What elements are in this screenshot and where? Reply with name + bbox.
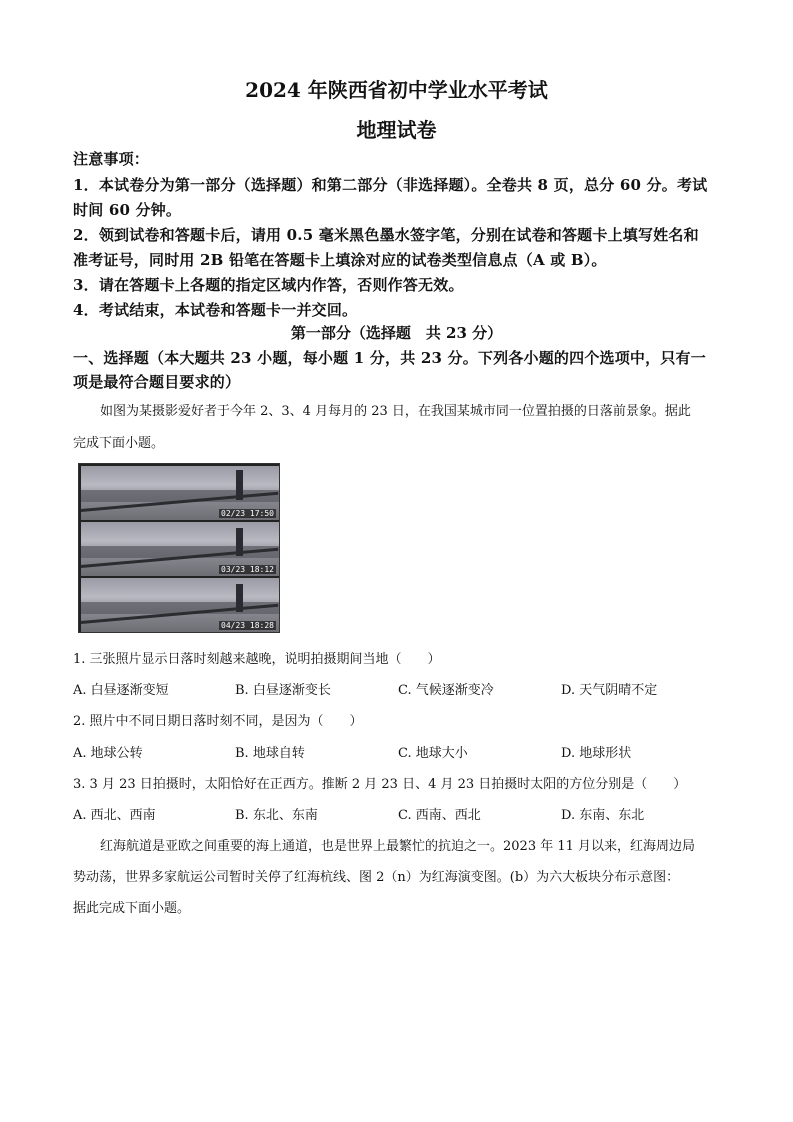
passage2-text: 红海航道是亚欧之间重要的海上通道，也是世界上最繁忙的抗迫之一。2023 年 11 月以来，红海周边局 (100, 839, 696, 854)
section-instructions-cont: 项是最符合题目要求的） (73, 373, 241, 391)
question-1-stem: 1. 三张照片显示日落时刻越来越晚，说明拍摄期间当地（ ） (73, 652, 441, 667)
notice-item-2: 2．领到试卷和答题卡后，请用 0.5 毫米黑色墨水签字笔，分别在试卷和答题卡上填写姓名和 (73, 226, 699, 244)
passage1-text: 如图为某摄影爱好者于今年 2、3、4 月每月的 23 日，在我国某城市同一位置拍摄的日落前景象。据此 (100, 404, 691, 419)
option-d[interactable]: D. 东南、东北 (561, 808, 645, 823)
option-a[interactable]: A. 地球公转 (73, 746, 143, 761)
exam-subtitle: 地理试卷 (356, 118, 437, 142)
question-2-stem: 2. 照片中不同日期日落时刻不同，是因为（ ） (73, 714, 363, 729)
option-c[interactable]: C. 气候逐渐变冷 (398, 683, 494, 698)
option-b[interactable]: B. 东北、东南 (235, 808, 318, 823)
option-c[interactable]: C. 西南、西北 (398, 808, 481, 823)
notice-item-2-cont: 准考证号，同时用 2B 铅笔在答题卡上填涂对应的试卷类型信息点（A 或 B）。 (73, 251, 607, 269)
sunset-photo-feb (81, 466, 279, 520)
option-b[interactable]: B. 白昼逐渐变长 (235, 683, 331, 698)
section-instructions: 一、选择题（本大题共 23 小题，每小题 1 分，共 23 分。下列各小题的四个选项中，只有一 (73, 349, 706, 367)
sunset-photo-figure (78, 463, 280, 633)
question-3-options (73, 804, 723, 822)
option-c[interactable]: C. 地球大小 (398, 746, 468, 761)
part1-heading: 第一部分（选择题 共 23 分） (290, 324, 503, 342)
question-1-options (73, 679, 723, 697)
option-d[interactable]: D. 地球形状 (561, 746, 632, 761)
question-3-stem: 3. 3 月 23 日拍摄时，太阳恰好在正西方。推断 2 月 23 日、4 月 23 日拍摄时太阳的方位分别是（ ） (73, 777, 687, 792)
option-d[interactable]: D. 天气阴晴不定 (561, 683, 658, 698)
question-2-options (73, 742, 723, 760)
passage2-text-end: 据此完成下面小题。 (73, 901, 191, 916)
passage1-text-cont: 完成下面小题。 (73, 436, 165, 451)
sunset-photo-apr (81, 578, 279, 632)
notice-item-4: 4．考试结束，本试卷和答题卡一并交回。 (73, 301, 358, 319)
photo-timestamp: 02/23 17:50 (221, 509, 274, 518)
option-a[interactable]: A. 白昼逐渐变短 (73, 683, 169, 698)
notice-item-3: 3．请在答题卡上各题的指定区域内作答，否则作答无效。 (73, 276, 464, 294)
exam-title: 2024 年陕西省初中学业水平考试 (245, 78, 548, 102)
notice-heading: 注意事项： (73, 150, 150, 168)
notice-item-1-cont: 时间 60 分钟。 (73, 201, 182, 219)
option-a[interactable]: A. 西北、西南 (73, 808, 156, 823)
option-b[interactable]: B. 地球自转 (235, 746, 305, 761)
notice-item-1: 1．本试卷分为第一部分（选择题）和第二部分（非选择题）。全卷共 8 页，总分 60 分。考试 (73, 176, 708, 194)
sunset-photo-mar (81, 522, 279, 576)
photo-timestamp: 04/23 18:28 (221, 621, 274, 630)
passage2-text-cont: 势动荡，世界多家航运公司暂时关停了红海杭线、图 2（n）为红海演变图。(b）为六大板块分布示意图： (73, 870, 680, 885)
photo-timestamp: 03/23 18:12 (221, 565, 274, 574)
